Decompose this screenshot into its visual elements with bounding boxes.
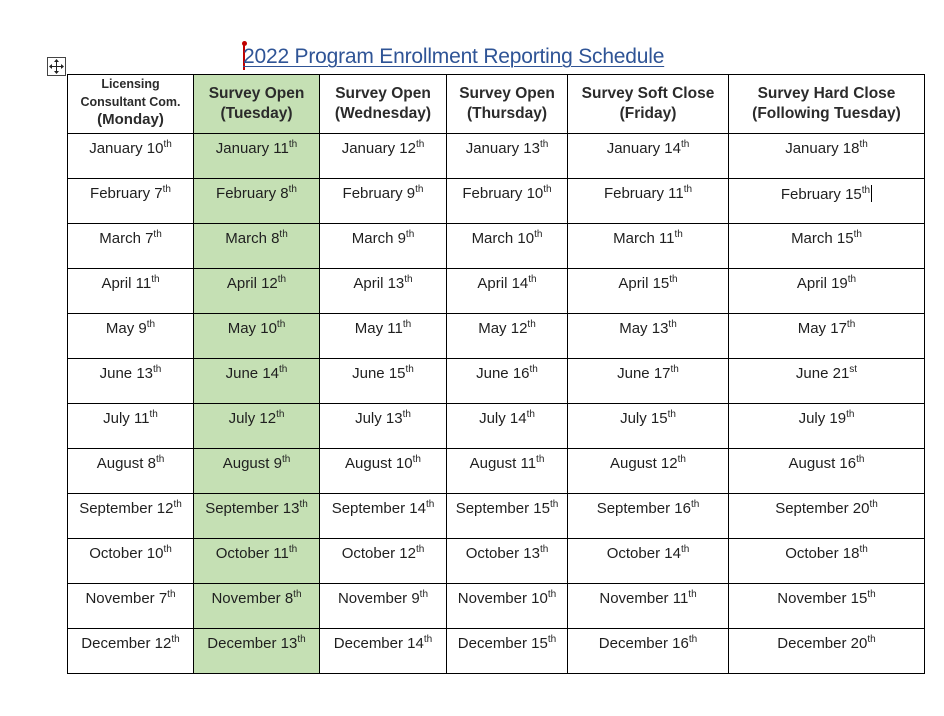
column-header[interactable] bbox=[194, 75, 320, 134]
date-text: November 7 bbox=[85, 590, 168, 607]
header-row bbox=[68, 75, 925, 134]
ordinal-suffix: th bbox=[667, 409, 676, 420]
ordinal-suffix: th bbox=[402, 319, 412, 330]
date-cell[interactable] bbox=[68, 179, 194, 224]
date-cell[interactable] bbox=[320, 494, 447, 539]
ordinal-suffix: th bbox=[674, 229, 683, 240]
date-text: January 11 bbox=[215, 140, 289, 157]
date-cell[interactable] bbox=[320, 449, 447, 494]
ordinal-suffix: th bbox=[683, 184, 693, 195]
ordinal-suffix: th bbox=[859, 544, 868, 555]
date-cell[interactable] bbox=[194, 134, 320, 179]
ordinal-suffix: th bbox=[690, 499, 700, 510]
date-text: March 9 bbox=[351, 230, 406, 247]
date-text: May 13 bbox=[619, 320, 669, 337]
date-cell[interactable] bbox=[68, 224, 194, 269]
ordinal-suffix: th bbox=[153, 229, 162, 240]
ordinal-suffix: th bbox=[539, 544, 549, 555]
ordinal-suffix: th bbox=[846, 409, 855, 420]
ordinal-suffix: th bbox=[527, 319, 536, 330]
date-text: October 10 bbox=[89, 545, 164, 562]
ordinal-suffix: th bbox=[146, 319, 156, 330]
date-text: September 13 bbox=[205, 500, 300, 517]
date-cell[interactable] bbox=[447, 404, 568, 449]
date-text: November 10 bbox=[457, 590, 548, 607]
table-row bbox=[68, 269, 925, 314]
ordinal-suffix: th bbox=[167, 589, 176, 600]
date-text: July 12 bbox=[228, 410, 277, 427]
ordinal-suffix: th bbox=[847, 274, 857, 285]
date-cell[interactable] bbox=[68, 134, 194, 179]
column-header-day: (Thursday) bbox=[466, 105, 548, 122]
date-text: August 12 bbox=[610, 455, 678, 472]
date-text: September 20 bbox=[775, 500, 870, 517]
date-cell[interactable] bbox=[729, 224, 925, 269]
column-header-day: (Monday) bbox=[97, 111, 164, 128]
date-text: April 11 bbox=[101, 275, 152, 292]
date-cell[interactable] bbox=[729, 359, 925, 404]
ordinal-suffix: th bbox=[670, 364, 679, 375]
date-text: March 7 bbox=[99, 230, 154, 247]
ordinal-suffix: th bbox=[419, 589, 429, 600]
ordinal-suffix: th bbox=[680, 139, 690, 150]
column-header-label: Survey Open bbox=[335, 85, 431, 102]
date-text: July 14 bbox=[479, 410, 527, 427]
date-cell[interactable] bbox=[320, 224, 447, 269]
date-text: May 12 bbox=[478, 320, 528, 337]
date-text: March 8 bbox=[225, 230, 280, 247]
date-cell[interactable] bbox=[320, 584, 447, 629]
table-row bbox=[68, 494, 925, 539]
ordinal-suffix: th bbox=[547, 634, 557, 645]
date-cell[interactable] bbox=[568, 494, 729, 539]
date-text: March 15 bbox=[791, 230, 854, 247]
date-text: January 13 bbox=[465, 140, 540, 157]
column-header-day: (Following Tuesday) bbox=[752, 105, 901, 122]
date-text: May 11 bbox=[354, 320, 403, 337]
date-cell[interactable] bbox=[194, 359, 320, 404]
date-text: January 10 bbox=[89, 140, 164, 157]
date-cell[interactable] bbox=[447, 224, 568, 269]
ordinal-suffix: th bbox=[861, 185, 871, 196]
date-text: January 12 bbox=[341, 140, 416, 157]
date-cell[interactable] bbox=[568, 539, 729, 584]
ordinal-suffix: th bbox=[539, 139, 549, 150]
date-text: April 13 bbox=[353, 275, 405, 292]
document-title[interactable]: 2022 Program Enrollment Reporting Schedule bbox=[243, 45, 665, 68]
date-cell[interactable] bbox=[447, 314, 568, 359]
date-text: June 14 bbox=[225, 365, 280, 382]
date-text: April 14 bbox=[477, 275, 529, 292]
ordinal-suffix: th bbox=[288, 184, 297, 195]
date-text: January 18 bbox=[785, 140, 860, 157]
ordinal-suffix: th bbox=[415, 139, 425, 150]
schedule-table bbox=[67, 74, 925, 674]
ordinal-suffix: th bbox=[288, 139, 298, 150]
ordinal-suffix: th bbox=[669, 274, 678, 285]
column-header[interactable] bbox=[729, 75, 925, 134]
date-cell[interactable] bbox=[320, 539, 447, 584]
ordinal-suffix: th bbox=[846, 319, 856, 330]
ordinal-suffix: th bbox=[526, 409, 535, 420]
date-cell[interactable] bbox=[729, 269, 925, 314]
ordinal-suffix: th bbox=[688, 589, 697, 600]
table-row bbox=[68, 314, 925, 359]
date-text: April 12 bbox=[226, 275, 278, 292]
date-text: October 18 bbox=[785, 545, 860, 562]
ordinal-suffix: th bbox=[163, 139, 172, 150]
table-row bbox=[68, 224, 925, 269]
date-cell[interactable] bbox=[568, 134, 729, 179]
date-text: November 9 bbox=[337, 590, 420, 607]
ordinal-suffix: th bbox=[543, 184, 552, 195]
ordinal-suffix: th bbox=[549, 499, 559, 510]
column-header-label: Survey Soft Close bbox=[581, 85, 715, 102]
date-cell[interactable] bbox=[320, 134, 447, 179]
ordinal-suffix: th bbox=[276, 319, 286, 330]
date-text: July 15 bbox=[620, 410, 668, 427]
table-row bbox=[68, 449, 925, 494]
date-cell[interactable] bbox=[568, 359, 729, 404]
date-text: November 15 bbox=[777, 590, 868, 607]
ordinal-suffix: th bbox=[415, 184, 424, 195]
ordinal-suffix: th bbox=[869, 499, 878, 510]
ordinal-suffix: th bbox=[547, 589, 557, 600]
column-header[interactable] bbox=[447, 75, 568, 134]
date-cell[interactable] bbox=[447, 179, 568, 224]
date-text: October 14 bbox=[606, 545, 681, 562]
date-cell[interactable] bbox=[194, 404, 320, 449]
date-text: December 12 bbox=[81, 635, 172, 652]
date-text: January 14 bbox=[606, 140, 681, 157]
date-text: July 13 bbox=[355, 410, 403, 427]
table-row bbox=[68, 539, 925, 584]
date-cell[interactable] bbox=[568, 224, 729, 269]
date-cell[interactable] bbox=[447, 629, 568, 674]
date-cell[interactable] bbox=[568, 629, 729, 674]
column-header-label: Survey Open bbox=[208, 85, 305, 102]
date-cell[interactable] bbox=[729, 494, 925, 539]
date-cell[interactable] bbox=[447, 359, 568, 404]
date-text: February 9 bbox=[342, 185, 416, 202]
ordinal-suffix: th bbox=[173, 499, 182, 510]
ordinal-suffix: th bbox=[867, 634, 876, 645]
ordinal-suffix: th bbox=[688, 634, 698, 645]
date-text: February 10 bbox=[462, 185, 544, 202]
date-text: October 12 bbox=[341, 545, 416, 562]
date-cell[interactable] bbox=[568, 449, 729, 494]
date-cell[interactable] bbox=[447, 584, 568, 629]
date-cell[interactable] bbox=[568, 584, 729, 629]
date-cell[interactable] bbox=[194, 629, 320, 674]
date-cell[interactable] bbox=[729, 179, 925, 224]
date-text: October 13 bbox=[465, 545, 540, 562]
ordinal-suffix: th bbox=[279, 229, 288, 240]
date-text: November 11 bbox=[599, 590, 689, 607]
date-cell[interactable] bbox=[447, 134, 568, 179]
date-cell[interactable] bbox=[447, 494, 568, 539]
ordinal-suffix: th bbox=[299, 499, 308, 510]
date-cell[interactable] bbox=[194, 584, 320, 629]
date-cell[interactable] bbox=[194, 314, 320, 359]
ordinal-suffix: th bbox=[405, 364, 414, 375]
text-cursor bbox=[871, 185, 872, 202]
ordinal-suffix: th bbox=[677, 454, 686, 465]
date-cell[interactable] bbox=[68, 314, 194, 359]
ordinal-suffix: th bbox=[856, 454, 865, 465]
date-text: May 9 bbox=[105, 320, 147, 337]
date-text: December 15 bbox=[457, 635, 548, 652]
date-cell[interactable] bbox=[68, 359, 194, 404]
date-cell[interactable] bbox=[320, 179, 447, 224]
date-text: March 10 bbox=[471, 230, 535, 247]
ordinal-suffix: th bbox=[859, 139, 868, 150]
ordinal-suffix: th bbox=[277, 274, 287, 285]
date-cell[interactable] bbox=[729, 629, 925, 674]
ordinal-suffix: th bbox=[163, 544, 172, 555]
date-cell[interactable] bbox=[320, 629, 447, 674]
column-header-day: (Tuesday) bbox=[220, 105, 293, 122]
ordinal-suffix: th bbox=[423, 634, 433, 645]
date-cell[interactable] bbox=[729, 584, 925, 629]
date-text: July 19 bbox=[798, 410, 847, 427]
date-cell[interactable] bbox=[729, 539, 925, 584]
date-cell[interactable] bbox=[194, 539, 320, 584]
column-header-label: Survey Open bbox=[459, 85, 555, 102]
ordinal-suffix: th bbox=[281, 454, 291, 465]
column-header[interactable] bbox=[320, 75, 447, 134]
date-cell[interactable] bbox=[729, 134, 925, 179]
date-text: March 11 bbox=[613, 230, 675, 247]
date-cell[interactable] bbox=[320, 314, 447, 359]
date-text: May 10 bbox=[227, 320, 277, 337]
date-text: February 11 bbox=[603, 185, 684, 202]
date-text: June 16 bbox=[476, 365, 530, 382]
ordinal-suffix: th bbox=[171, 634, 180, 645]
date-text: February 15 bbox=[780, 186, 862, 203]
column-header-label: Survey Hard Close bbox=[757, 85, 896, 102]
date-text: December 20 bbox=[777, 635, 868, 652]
date-cell[interactable] bbox=[68, 449, 194, 494]
column-header-label: Licensing bbox=[101, 77, 160, 91]
date-text: August 16 bbox=[788, 455, 857, 472]
ordinal-suffix: th bbox=[149, 409, 158, 420]
date-text: August 11 bbox=[469, 455, 537, 472]
column-header-label: Consultant Com. bbox=[80, 95, 181, 109]
ordinal-suffix: th bbox=[297, 634, 306, 645]
ordinal-suffix: th bbox=[853, 229, 862, 240]
date-text: September 15 bbox=[455, 500, 550, 517]
table-row bbox=[68, 629, 925, 674]
date-text: June 15 bbox=[352, 365, 406, 382]
date-text: June 21 bbox=[795, 365, 850, 382]
table-row bbox=[68, 359, 925, 404]
date-cell[interactable] bbox=[320, 404, 447, 449]
date-text: July 11 bbox=[103, 410, 150, 427]
table-body bbox=[68, 134, 925, 674]
ordinal-suffix: th bbox=[405, 229, 415, 240]
date-cell[interactable] bbox=[320, 359, 447, 404]
table-row bbox=[68, 584, 925, 629]
ordinal-suffix: th bbox=[680, 544, 690, 555]
date-cell[interactable] bbox=[320, 269, 447, 314]
date-text: August 9 bbox=[222, 455, 282, 472]
date-cell[interactable] bbox=[194, 179, 320, 224]
date-text: May 17 bbox=[797, 320, 847, 337]
date-cell[interactable] bbox=[68, 539, 194, 584]
ordinal-suffix: th bbox=[536, 454, 545, 465]
ordinal-suffix: th bbox=[153, 364, 162, 375]
date-cell[interactable] bbox=[568, 179, 729, 224]
column-header[interactable] bbox=[68, 75, 194, 134]
date-text: February 7 bbox=[90, 185, 163, 202]
table-row bbox=[68, 179, 925, 224]
date-cell[interactable] bbox=[68, 404, 194, 449]
column-header-day: (Friday) bbox=[619, 105, 677, 122]
date-text: August 8 bbox=[96, 455, 156, 472]
table-row bbox=[68, 404, 925, 449]
date-cell[interactable] bbox=[447, 269, 568, 314]
date-cell[interactable] bbox=[68, 494, 194, 539]
ordinal-suffix: th bbox=[425, 499, 435, 510]
table-row bbox=[68, 134, 925, 179]
date-cell[interactable] bbox=[68, 629, 194, 674]
date-cell[interactable] bbox=[194, 224, 320, 269]
ordinal-suffix: th bbox=[155, 454, 165, 465]
date-cell[interactable] bbox=[68, 584, 194, 629]
ordinal-suffix: st bbox=[849, 364, 858, 375]
ordinal-suffix: th bbox=[529, 364, 538, 375]
ordinal-suffix: th bbox=[415, 544, 425, 555]
date-cell[interactable] bbox=[729, 314, 925, 359]
table-move-handle-icon[interactable] bbox=[47, 57, 66, 76]
date-cell[interactable] bbox=[568, 314, 729, 359]
date-text: June 17 bbox=[617, 365, 671, 382]
date-text: September 16 bbox=[596, 500, 691, 517]
date-text: April 15 bbox=[618, 275, 670, 292]
date-cell[interactable] bbox=[729, 404, 925, 449]
date-text: December 13 bbox=[207, 635, 298, 652]
date-text: November 8 bbox=[211, 590, 294, 607]
ordinal-suffix: th bbox=[528, 274, 537, 285]
date-text: April 19 bbox=[796, 275, 848, 292]
date-text: February 8 bbox=[216, 185, 289, 202]
ordinal-suffix: th bbox=[668, 319, 677, 330]
ordinal-suffix: th bbox=[412, 454, 421, 465]
ordinal-suffix: th bbox=[402, 409, 411, 420]
date-cell[interactable] bbox=[568, 404, 729, 449]
date-cell[interactable] bbox=[194, 494, 320, 539]
ordinal-suffix: th bbox=[293, 589, 302, 600]
ordinal-suffix: th bbox=[534, 229, 543, 240]
date-cell[interactable] bbox=[447, 539, 568, 584]
date-cell[interactable] bbox=[447, 449, 568, 494]
ordinal-suffix: th bbox=[151, 274, 160, 285]
date-text: August 10 bbox=[345, 455, 413, 472]
date-text: December 16 bbox=[598, 635, 689, 652]
column-header-day: (Wednesday) bbox=[334, 105, 432, 122]
date-text: June 13 bbox=[99, 365, 154, 382]
date-text: September 12 bbox=[79, 500, 174, 517]
column-header[interactable] bbox=[568, 75, 729, 134]
date-text: October 11 bbox=[215, 545, 289, 562]
date-cell[interactable] bbox=[729, 449, 925, 494]
ordinal-suffix: th bbox=[288, 544, 298, 555]
date-cell[interactable] bbox=[194, 269, 320, 314]
date-cell[interactable] bbox=[568, 269, 729, 314]
date-cell[interactable] bbox=[194, 449, 320, 494]
date-text: December 14 bbox=[333, 635, 424, 652]
date-text: September 14 bbox=[331, 500, 426, 517]
ordinal-suffix: th bbox=[279, 364, 288, 375]
ordinal-suffix: th bbox=[404, 274, 413, 285]
ordinal-suffix: th bbox=[162, 184, 171, 195]
ordinal-suffix: th bbox=[276, 409, 285, 420]
date-cell[interactable] bbox=[68, 269, 194, 314]
ordinal-suffix: th bbox=[867, 589, 876, 600]
